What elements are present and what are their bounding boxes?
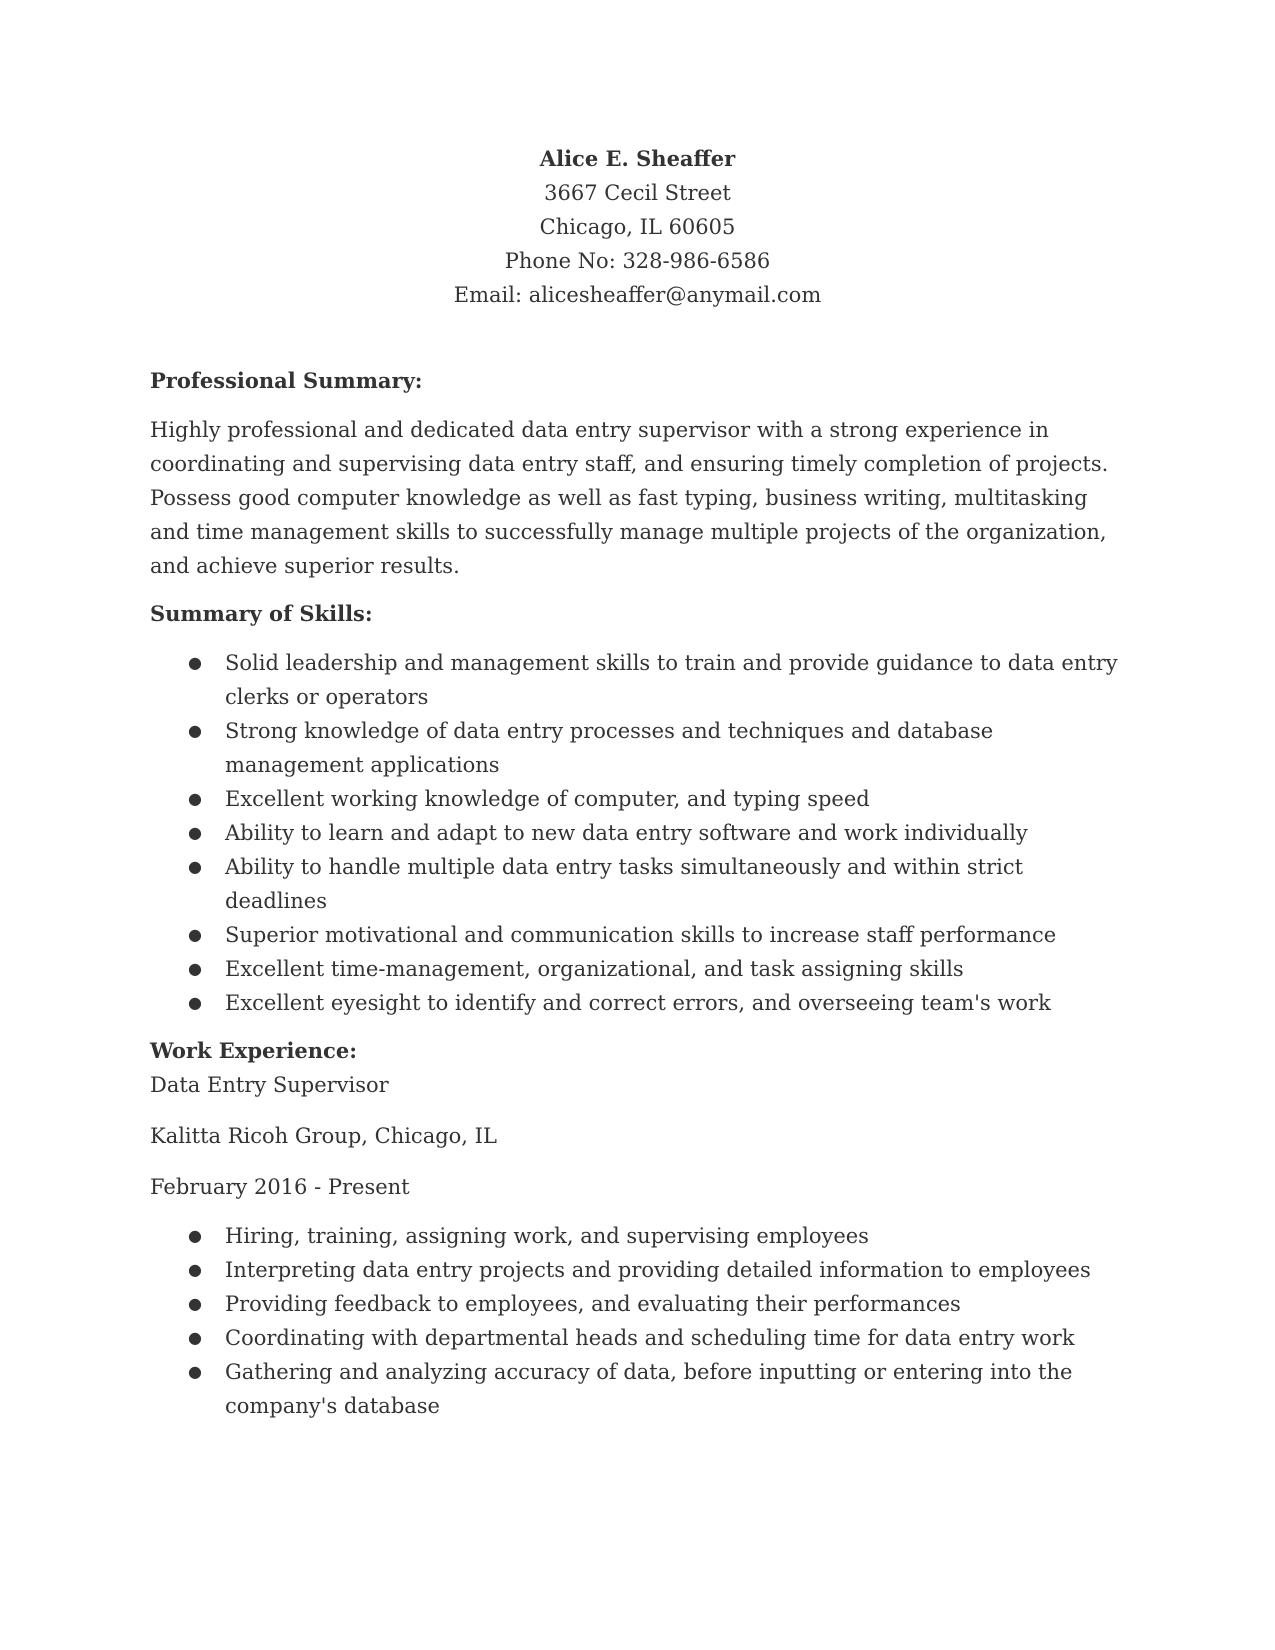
skill-item: ● Strong knowledge of data entry processes and techniques and database management applications	[150, 714, 1125, 782]
skill-item: ● Ability to learn and adapt to new data entry software and work individually	[150, 816, 1125, 850]
skills-list	[150, 646, 1125, 1020]
skills-heading: Summary of Skills:	[150, 601, 373, 626]
skill-item: ● Excellent eyesight to identify and correct errors, and overseeing team's work	[150, 986, 1125, 1020]
duty-item: ● Interpreting data entry projects and providing detailed information to employees	[150, 1253, 1125, 1287]
city-state-zip: Chicago, IL 60605	[539, 215, 736, 239]
street-address: 3667 Cecil Street	[544, 181, 731, 205]
duty-item: ● Coordinating with departmental heads and scheduling time for data entry work	[150, 1321, 1125, 1355]
skill-item: ● Solid leadership and management skills to train and provide guidance to data entry clerks or operators	[150, 646, 1125, 714]
email-address: Email: alicesheaffer@anymail.com	[453, 283, 822, 307]
skill-item: ● Excellent working knowledge of computer, and typing speed	[150, 782, 1125, 816]
job-title: Data Entry Supervisor	[150, 1073, 389, 1097]
skill-item: ● Superior motivational and communication skills to increase staff performance	[150, 918, 1125, 952]
duty-item: ● Providing feedback to employees, and evaluating their performances	[150, 1287, 1125, 1321]
skill-item: ● Excellent time-management, organizational, and task assigning skills	[150, 952, 1125, 986]
job-duties-list	[150, 1219, 1125, 1423]
skill-item: ● Ability to handle multiple data entry tasks simultaneously and within strict deadlines	[150, 850, 1125, 918]
company-location: Kalitta Ricoh Group, Chicago, IL	[150, 1124, 497, 1148]
phone-number: Phone No: 328-986-6586	[504, 249, 771, 273]
work-experience-heading: Work Experience:	[150, 1038, 357, 1063]
professional-summary-text: Highly professional and dedicated data entry supervisor with a strong experience in coordinating and supervising data entry staff, and ensuring timely completion of projects. Possess good computer knowledge as well as fast typing, business writing, multitasking and time management skills to successfully manage multiple projects of the organization, and achieve superior results.	[150, 418, 1109, 578]
duty-item: ● Hiring, training, assigning work, and supervising employees	[150, 1219, 1125, 1253]
employment-dates: February 2016 - Present	[150, 1175, 410, 1199]
resume-content	[150, 142, 1125, 1423]
duty-item: ● Gathering and analyzing accuracy of data, before inputting or entering into the company's database	[150, 1355, 1125, 1423]
applicant-name: Alice E. Sheaffer	[539, 146, 736, 171]
professional-summary-heading: Professional Summary:	[150, 368, 423, 393]
contact-header	[150, 142, 1125, 312]
